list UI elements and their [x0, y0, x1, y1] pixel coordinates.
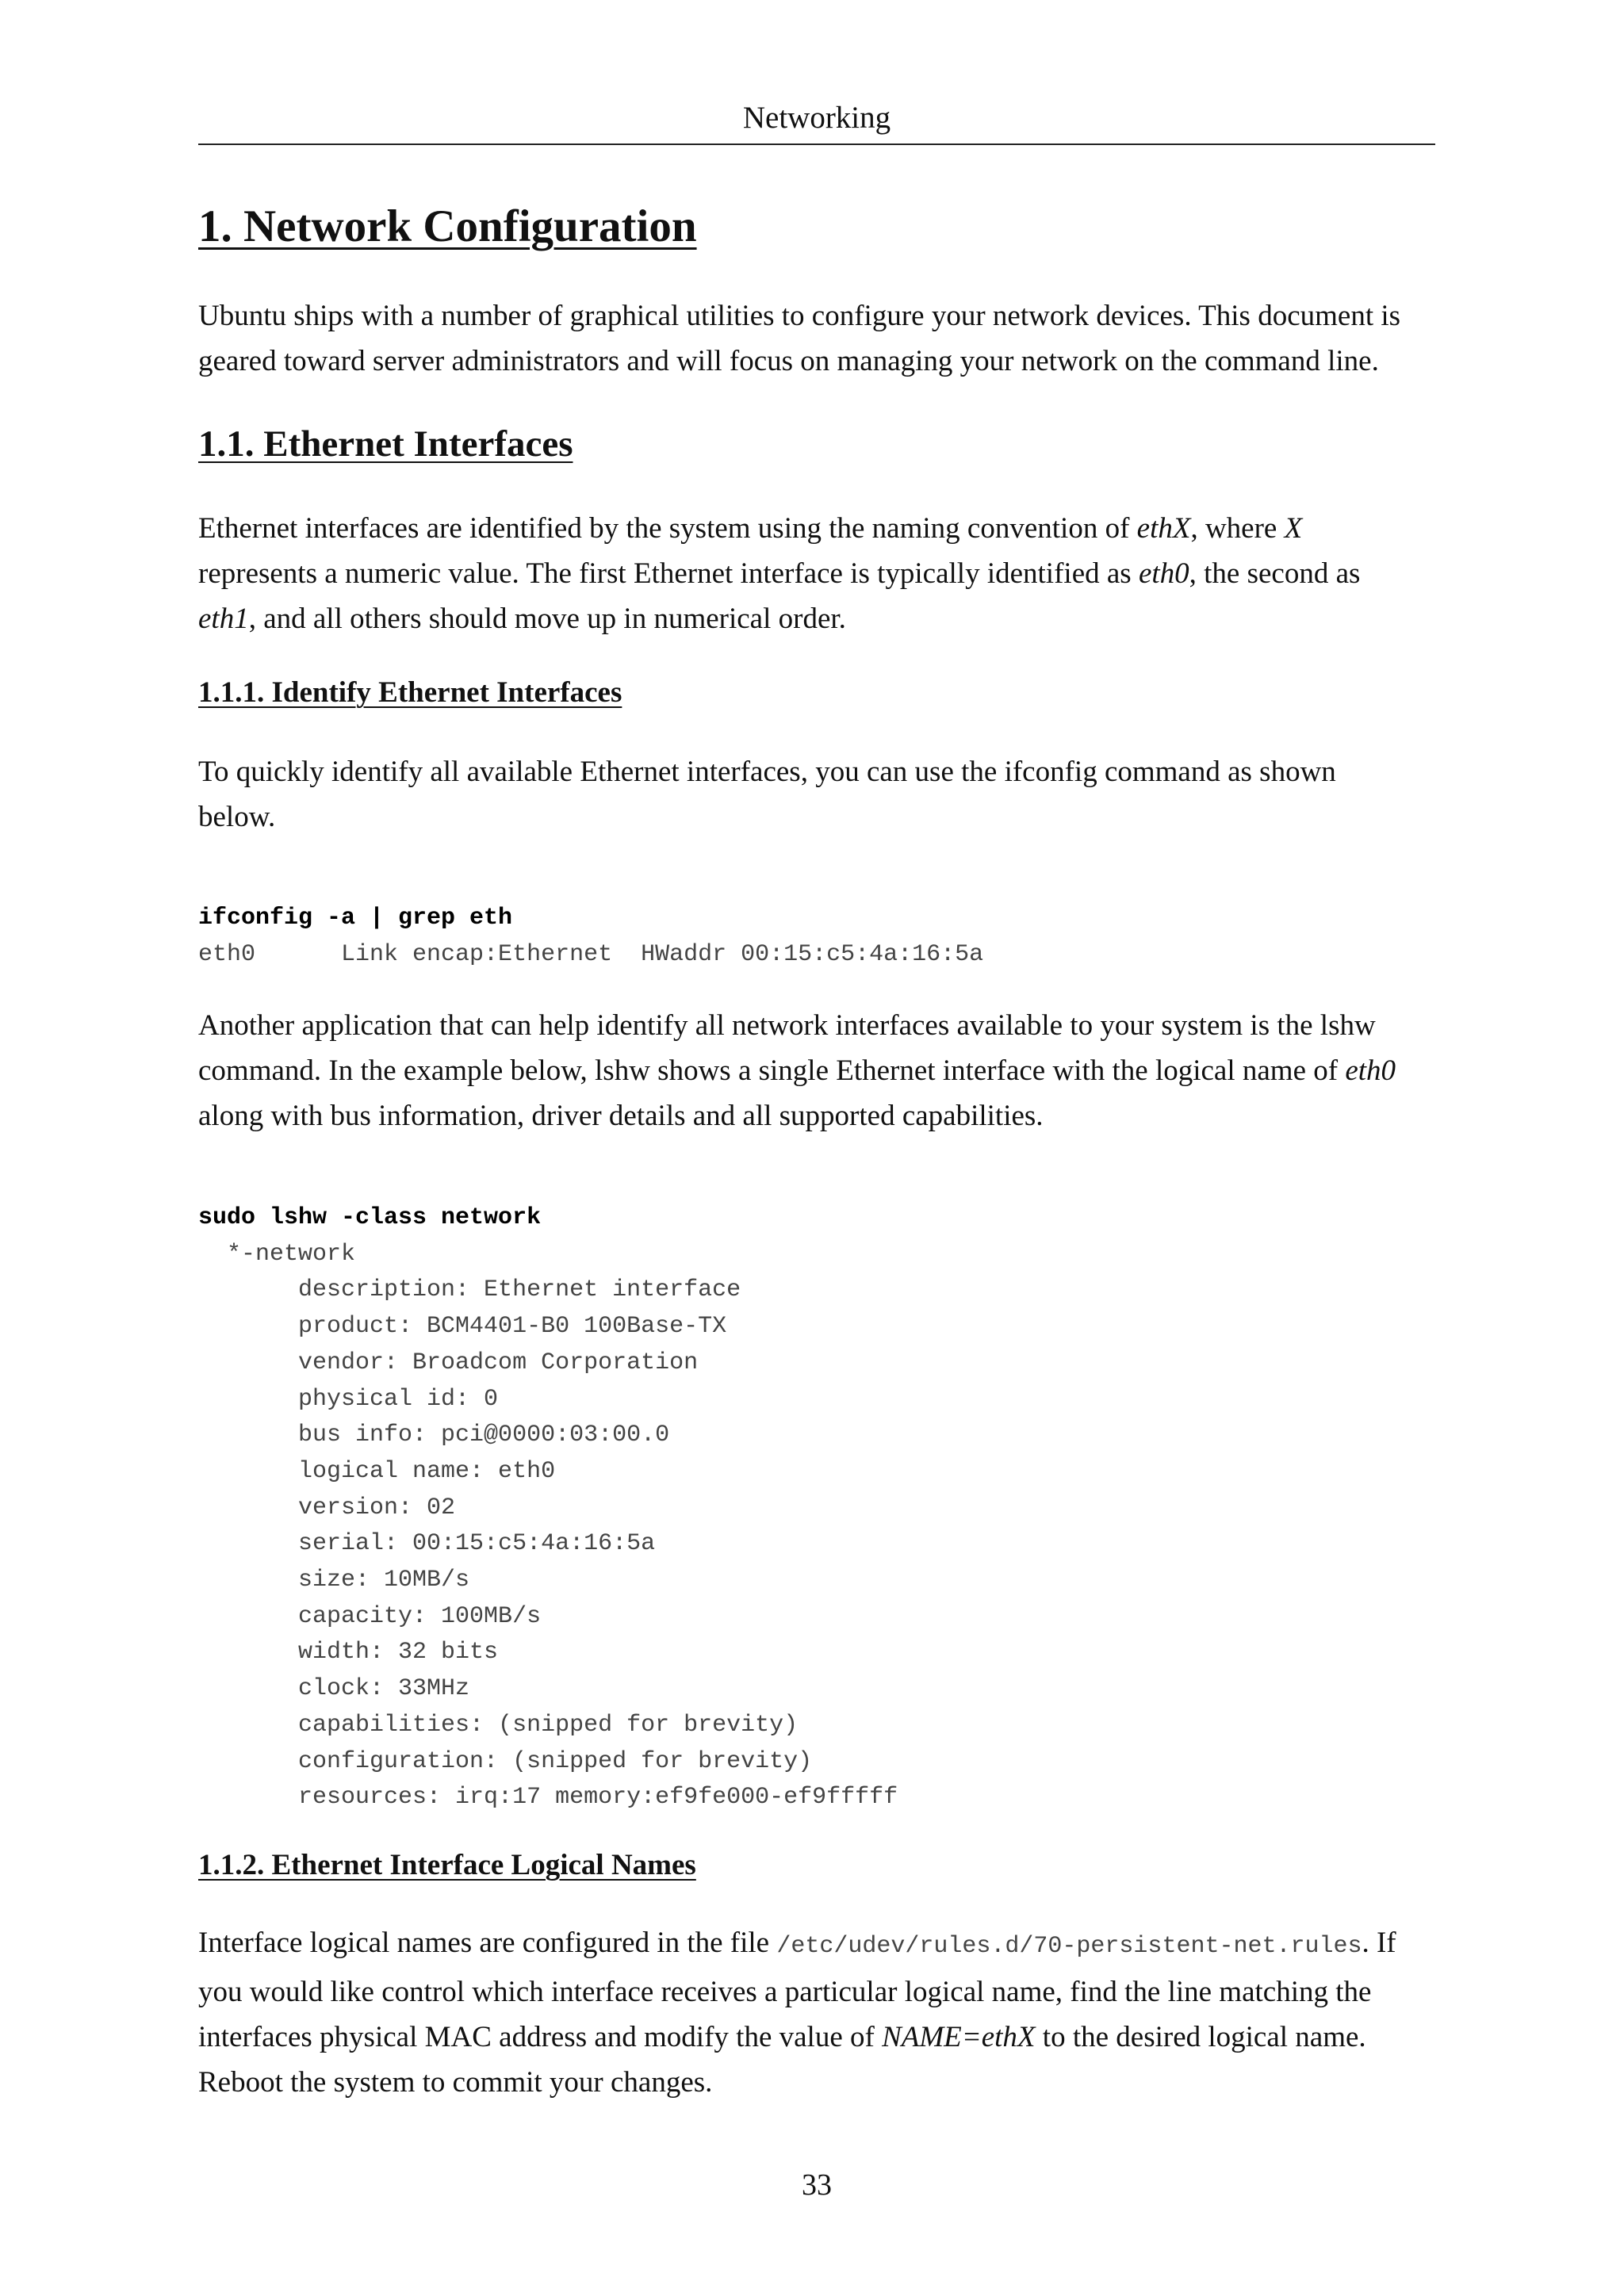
text-run: , the second as — [1189, 557, 1361, 590]
text-run: to the desired logical name. — [1035, 2021, 1366, 2053]
paragraph-line: below. — [198, 801, 276, 833]
code-output-line: logical name: eth0 — [198, 1457, 556, 1485]
code-output-line: width: 32 bits — [198, 1639, 499, 1667]
code-command: ifconfig -a | grep eth — [198, 905, 513, 932]
emphasis: NAME=ethX — [882, 2021, 1036, 2053]
code-output-line: clock: 33MHz — [198, 1675, 470, 1703]
paragraph-line: Another application that can help identify all network interfaces available to your system is the lshw — [198, 1009, 1376, 1042]
code-output-line: size: 10MB/s — [198, 1567, 470, 1594]
text-run: , where — [1190, 512, 1285, 545]
code-output-line: product: BCM4401-B0 100Base-TX — [198, 1313, 727, 1341]
text-run: represents a numeric value. The first Ethernet interface is typically identified as — [198, 557, 1139, 590]
code-output-line: eth0 Link encap:Ethernet HWaddr 00:15:c5:4a:16:5a — [198, 940, 984, 968]
paragraph-line — [198, 506, 1443, 551]
code-block-ifconfig — [198, 901, 983, 973]
paragraph-line — [198, 1048, 1443, 1093]
paragraph-line: along with bus information, driver details and all supported capabilities. — [198, 1100, 1044, 1132]
text-run: Ethernet interfaces are identified by the system using the naming convention of — [198, 512, 1137, 545]
code-output-line: resources: irq:17 memory:ef9fe000-ef9fffff — [198, 1784, 898, 1812]
code-output-line: physical id: 0 — [198, 1385, 499, 1413]
running-header: Networking — [742, 101, 891, 135]
emphasis: X — [1284, 512, 1303, 545]
paragraph-line: Reboot the system to commit your changes. — [198, 2066, 713, 2099]
lshw-paragraph — [198, 1003, 1443, 1138]
intro-paragraph — [198, 293, 1443, 384]
paragraph-line — [198, 551, 1443, 596]
code-output-line: bus info: pci@0000:03:00.0 — [198, 1422, 670, 1449]
paragraph-line — [198, 596, 1443, 641]
paragraph-line: To quickly identify all available Ethernet interfaces, you can use the ifconfig command as shown — [198, 756, 1336, 788]
emphasis: eth0 — [1345, 1054, 1396, 1087]
text-run: , and all others should move up in numerical order. — [248, 603, 846, 635]
paragraph-line: you would like control which interface receives a particular logical name, find the line matching the — [198, 1976, 1372, 2008]
emphasis: eth0 — [1138, 557, 1189, 590]
text-run: interfaces physical MAC address and modify the value of — [198, 2021, 883, 2053]
subsubsection-title-logical-names: 1.1.2. Ethernet Interface Logical Names — [198, 1849, 696, 1881]
code-output-line: capacity: 100MB/s — [198, 1602, 542, 1630]
code-output-line: capabilities: (snipped for brevity) — [198, 1711, 799, 1739]
code-block-lshw — [198, 1200, 898, 1816]
intro-line-2: geared toward server administrators and will focus on managing your network on the command line. — [198, 345, 1379, 377]
code-output-line: vendor: Broadcom Corporation — [198, 1349, 699, 1376]
code-output-line: configuration: (snipped for brevity) — [198, 1747, 813, 1775]
ethernet-interfaces-paragraph — [198, 506, 1443, 641]
inline-code-path: /etc/udev/rules.d/70-persistent-net.rules — [776, 1933, 1362, 1960]
code-output-line: version: 02 — [198, 1494, 456, 1521]
code-command: sudo lshw -class network — [198, 1204, 542, 1231]
text-run: command. In the example below, lshw shows a single Ethernet interface with the logical name of — [198, 1054, 1346, 1087]
section-title-network-configuration: 1. Network Configuration — [198, 201, 697, 251]
emphasis: eth1 — [198, 603, 249, 635]
code-output-line: description: Ethernet interface — [198, 1276, 741, 1304]
emphasis: ethX — [1136, 512, 1191, 545]
text-run: . If — [1362, 1927, 1396, 1959]
subsubsection-title-identify-interfaces: 1.1.1. Identify Ethernet Interfaces — [198, 676, 622, 709]
text-run: Interface logical names are configured in the file — [198, 1927, 777, 1959]
document-page — [198, 0, 1435, 2296]
code-output-line: serial: 00:15:c5:4a:16:5a — [198, 1530, 656, 1558]
logical-names-paragraph — [198, 1920, 1443, 2105]
paragraph-line — [198, 1920, 1443, 1969]
code-output-line: *-network — [198, 1240, 356, 1268]
paragraph-line — [198, 2015, 1443, 2060]
subsection-title-ethernet-interfaces: 1.1. Ethernet Interfaces — [198, 423, 573, 465]
identify-intro-paragraph — [198, 749, 1443, 840]
header-rule — [198, 144, 1435, 145]
intro-line-1: Ubuntu ships with a number of graphical utilities to configure your network devices. This document is — [198, 300, 1401, 332]
page-number: 33 — [802, 2168, 832, 2202]
